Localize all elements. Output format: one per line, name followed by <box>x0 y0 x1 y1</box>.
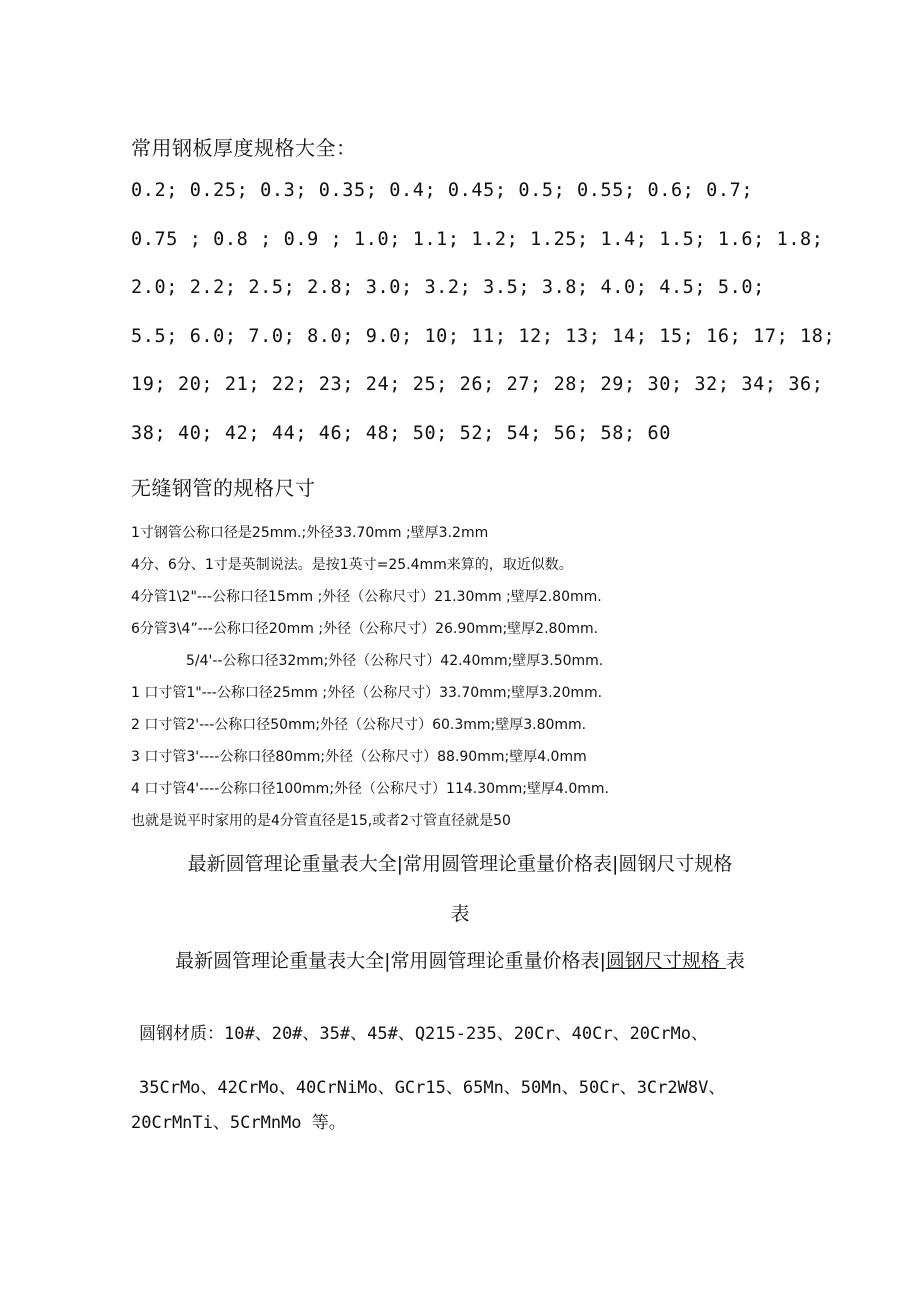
pipe-spec-line: 6分管3\4”---公称口径20mm ;外径（公称尺寸）26.90mm;壁厚2.80mm. <box>131 621 599 637</box>
underlined-title-text: 圆钢尺寸规格 <box>605 950 726 972</box>
round-steel-materials: 35CrMo、42CrMo、40CrNiMo、GCr15、65Mn、50Mn、50Cr、3Cr2W8V、 <box>139 1078 726 1098</box>
title-text: 最新圆管理论重量表大全|常用圆管理论重量价格表| <box>175 950 606 972</box>
plate-thickness-row: 0.2; 0.25; 0.3; 0.35; 0.4; 0.45; 0.5; 0.55; 0.6; 0.7; <box>131 180 754 201</box>
plate-thickness-row: 38; 40; 42; 44; 46; 48; 50; 52; 54; 56; 58; 60 <box>131 423 671 444</box>
round-steel-materials: 20CrMnTi、5CrMnMo 等。 <box>131 1113 346 1133</box>
pipe-spec-line: 1 口寸管1"---公称口径25mm ;外径（公称尺寸）33.70mm;壁厚3.20mm. <box>131 685 603 701</box>
pipe-spec-line: 1寸钢管公称口径是25mm.;外径33.70mm ;壁厚3.2mm <box>131 525 489 541</box>
plate-thickness-row: 0.75 ; 0.8 ; 0.9 ; 1.0; 1.1; 1.2; 1.25; 1.4; 1.5; 1.6; 1.8; <box>131 229 824 250</box>
pipe-spec-line: 4分管1\2"---公称口径15mm ;外径（公称尺寸）21.30mm ;壁厚2.80mm. <box>131 589 602 605</box>
pipe-spec-line: 4 口寸管4'----公称口径100mm;外径（公称尺寸）114.30mm;壁厚4.0mm. <box>131 781 610 797</box>
round-tube-title: 最新圆管理论重量表大全|常用圆管理论重量价格表|圆钢尺寸规格 <box>187 853 733 875</box>
pipe-spec-line: 5/4'--公称口径32mm;外径（公称尺寸）42.40mm;壁厚3.50mm. <box>186 653 604 669</box>
pipe-spec-line: 3 口寸管3'----公称口径80mm;外径（公称尺寸）88.90mm;壁厚4.0mm <box>131 749 587 765</box>
seamless-pipe-heading: 无缝钢管的规格尺寸 <box>131 476 316 500</box>
plate-thickness-row: 19; 20; 21; 22; 23; 24; 25; 26; 27; 28; 29; 30; 32; 34; 36; <box>131 374 824 395</box>
steel-plate-heading: 常用钢板厚度规格大全： <box>131 136 357 160</box>
plate-thickness-row: 2.0; 2.2; 2.5; 2.8; 3.0; 3.2; 3.5; 3.8; 4.0; 4.5; 5.0; <box>131 277 765 298</box>
round-tube-title-continued: 表 <box>450 903 470 925</box>
plate-thickness-row: 5.5; 6.0; 7.0; 8.0; 9.0; 10; 11; 12; 13; 14; 15; 16; 17; 18; <box>131 326 836 347</box>
title-text: 表 <box>725 950 745 972</box>
pipe-spec-line: 4分、6分、1寸是英制说法。是按1英寸=25.4mm来算的，取近似数。 <box>131 557 573 573</box>
pipe-spec-line: 2 口寸管2'---公称口径50mm;外径（公称尺寸）60.3mm;壁厚3.80mm. <box>131 717 587 733</box>
round-tube-title-repeat <box>0 946 920 973</box>
round-steel-materials: 圆钢材质：10#、20#、35#、45#、Q215-235、20Cr、40Cr、20CrMo、 <box>139 1024 708 1044</box>
pipe-spec-line: 也就是说平时家用的是4分管直径是15,或者2寸管直径就是50 <box>131 813 511 829</box>
